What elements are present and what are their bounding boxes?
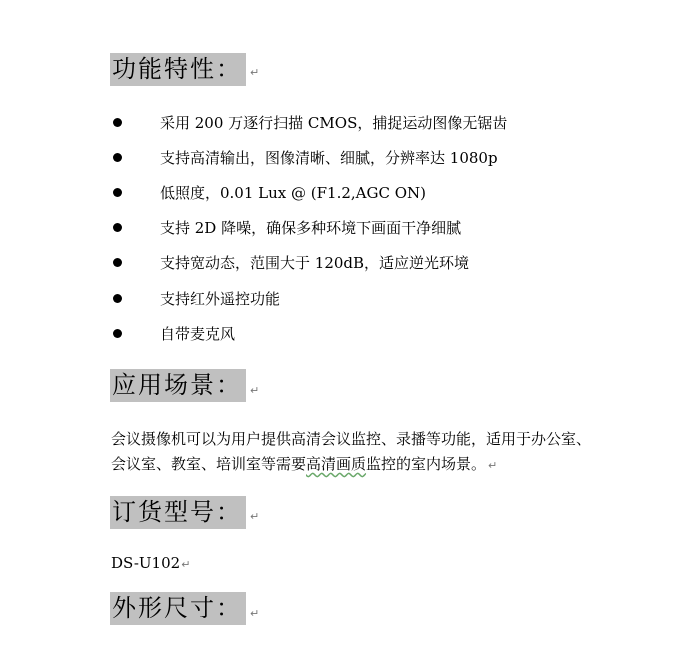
paragraph-mark: ↵ (181, 558, 191, 571)
paragraph-mark: ↵ (250, 510, 260, 523)
order-heading: 订货型号： (110, 496, 246, 529)
list-item-text: 支持 2D 降噪，确保多种环境下画面干净细腻 (160, 219, 462, 237)
order-model (111, 553, 190, 575)
line-text: 监控的室内场景。 (366, 455, 487, 473)
model-number: DS-U102 (111, 554, 181, 572)
list-item-text: 支持宽动态，范围大于 120dB，适应逆光环境 (160, 254, 470, 272)
paragraph-mark: ↵ (250, 607, 260, 620)
list-item-text: 自带麦克风 (160, 325, 236, 343)
list-item-text: 支持红外遥控功能 (160, 290, 281, 308)
bullet-icon (113, 188, 122, 197)
list-item-text: 支持高清输出，图像清晰、细腻，分辨率达 1080p (160, 149, 498, 167)
bullet-icon (113, 329, 122, 338)
bullet-icon (113, 223, 122, 232)
list-item-text: 采用 200 万逐行扫描 CMOS，捕捉运动图像无锯齿 (160, 114, 508, 132)
paragraph-mark: ↵ (250, 384, 260, 397)
paragraph-line: 会议摄像机可以为用户提供高清会议监控、录播等功能，适用于办公室、 (111, 430, 592, 448)
paragraph-mark: ↵ (250, 66, 260, 79)
dimensions-heading: 外形尺寸： (110, 592, 246, 625)
application-heading: 应用场景： (110, 369, 246, 402)
bullet-icon (113, 153, 122, 162)
list-item-text: 低照度，0.01 Lux @ (F1.2,AGC ON) (160, 184, 427, 202)
bullet-icon (113, 118, 122, 127)
features-heading: 功能特性： (110, 53, 246, 86)
spellcheck-underlined-text: 高清画质 (306, 455, 367, 473)
paragraph-mark: ↵ (488, 459, 498, 472)
bullet-icon (113, 258, 122, 267)
line-text: 会议室、教室、培训室等需要 (111, 455, 307, 473)
application-paragraph (111, 428, 681, 477)
paragraph-line (111, 453, 681, 477)
bullet-icon (113, 294, 122, 303)
